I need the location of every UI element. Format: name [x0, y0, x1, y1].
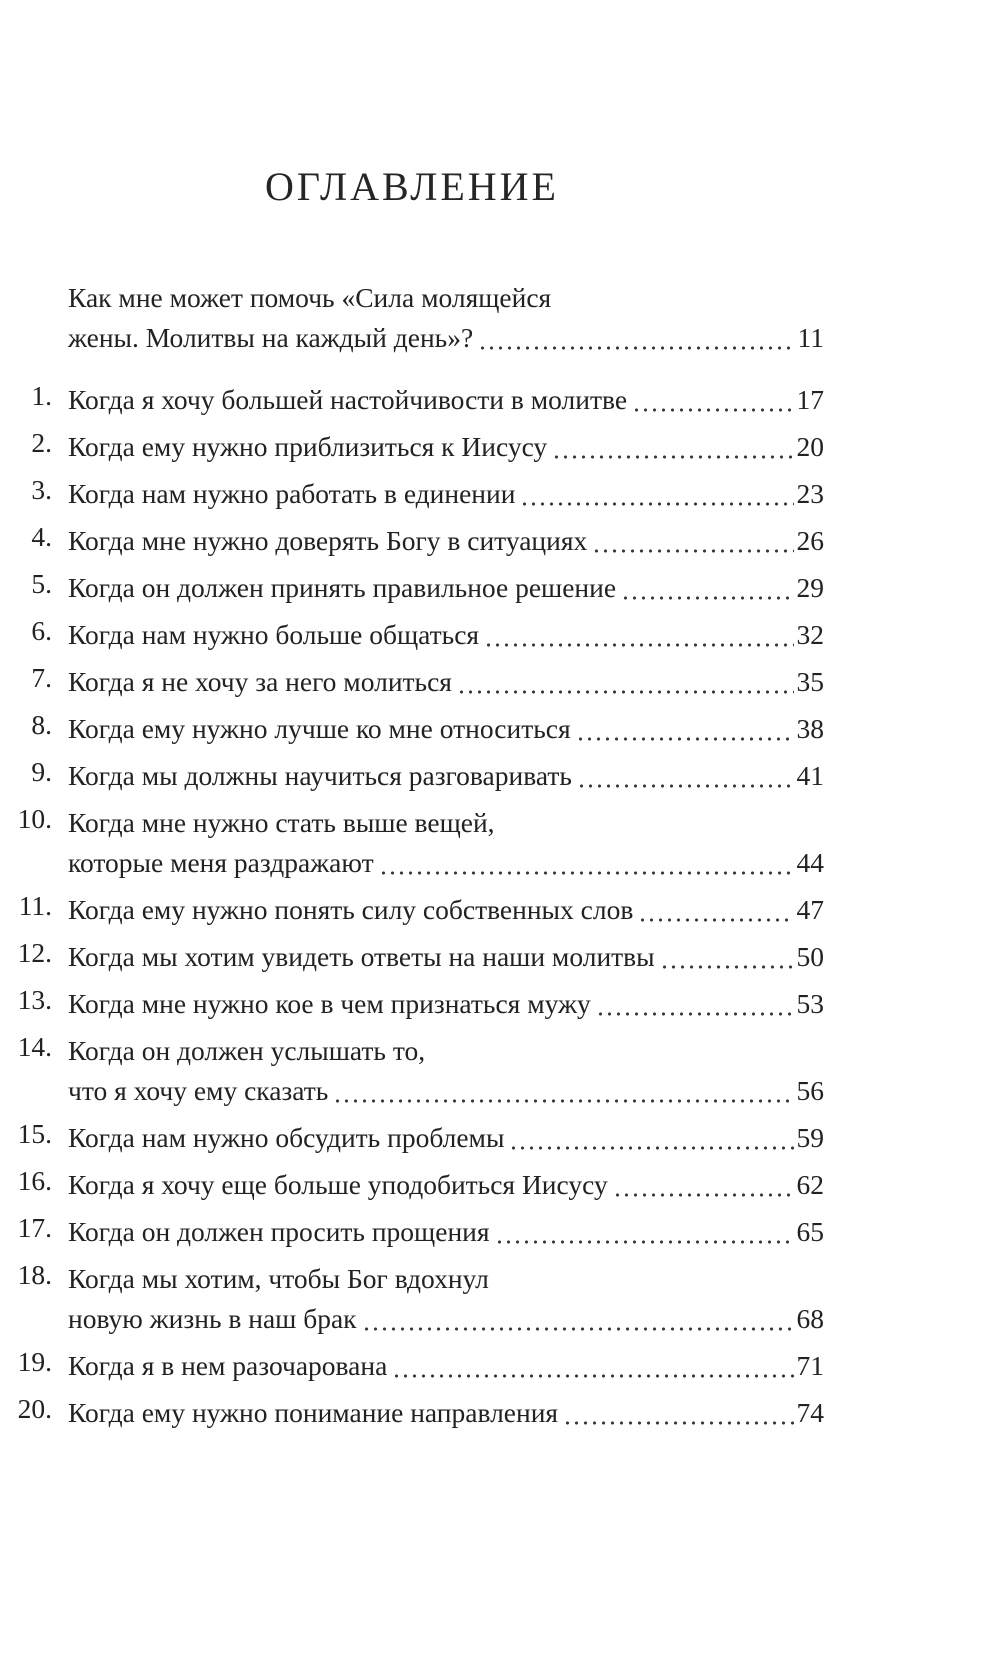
entry-title-text: Когда мы хотим, чтобы Бог вдохнул: [68, 1263, 489, 1294]
entry-line: [68, 1031, 824, 1071]
entry-line: [68, 1393, 824, 1433]
dot-leader: [482, 615, 793, 655]
entry-number: 18.: [17, 1259, 52, 1290]
toc-intro-entry[interactable]: [0, 278, 824, 358]
entry-title-text: Когда я хочу еще больше уподобиться Иисусу: [68, 1169, 608, 1200]
entry-body: [68, 615, 824, 655]
dot-leader: [619, 568, 793, 608]
entry-body: [68, 1031, 824, 1111]
entry-number: 3.: [31, 474, 52, 505]
entry-line: [68, 1346, 824, 1386]
entry-title-text: Как мне может помочь «Сила молящейся: [68, 282, 552, 313]
entry-title-text: Когда он должен услышать то,: [68, 1035, 426, 1066]
page-number: 74: [796, 1397, 824, 1428]
page-number: 20: [796, 431, 824, 462]
entry-body: [68, 1259, 824, 1339]
entry-body: [68, 1393, 824, 1433]
entry-line: [68, 380, 824, 420]
entry-line: [68, 427, 824, 467]
entry-number: 4.: [31, 521, 52, 552]
page-number: 50: [796, 941, 824, 972]
entry-line: [68, 1071, 824, 1111]
entry-body: [68, 984, 824, 1024]
entry-number: 1.: [31, 380, 52, 411]
dot-leader: [550, 427, 793, 467]
toc-entry[interactable]: [0, 1212, 824, 1252]
toc-entry[interactable]: [0, 709, 824, 749]
entry-title-text: Когда мне нужно стать выше вещей,: [68, 807, 495, 838]
dot-leader: [493, 1212, 794, 1252]
entry-number: 12.: [17, 937, 52, 968]
entry-title-text: Когда я не хочу за него молиться: [68, 666, 452, 697]
entry-body: [68, 1165, 824, 1205]
entry-body: [68, 278, 824, 358]
toc-entry[interactable]: [0, 568, 824, 608]
toc-entry[interactable]: [0, 474, 824, 514]
entry-line: [68, 1212, 824, 1252]
page-number: 65: [796, 1216, 824, 1247]
page-number: 44: [796, 847, 824, 878]
toc-entry[interactable]: [0, 1393, 824, 1433]
dot-leader: [455, 662, 794, 702]
entry-number: 16.: [17, 1165, 52, 1196]
entry-line: [68, 937, 824, 977]
dot-leader: [636, 890, 793, 930]
entry-body: [68, 709, 824, 749]
entry-line: [68, 1165, 824, 1205]
toc-entry[interactable]: [0, 427, 824, 467]
page-number: 56: [796, 1075, 824, 1106]
toc-entry[interactable]: [0, 803, 824, 883]
dot-leader: [390, 1346, 793, 1386]
entry-body: [68, 756, 824, 796]
entry-line: [68, 1118, 824, 1158]
entry-title-text: Когда нам нужно обсудить проблемы: [68, 1122, 505, 1153]
entry-line: [68, 278, 824, 318]
entry-line: [68, 615, 824, 655]
entry-number: 15.: [17, 1118, 52, 1149]
page-number: 38: [796, 713, 824, 744]
entry-body: [68, 380, 824, 420]
entry-line: [68, 843, 824, 883]
entry-body: [68, 890, 824, 930]
entry-title-text: Когда нам нужно больше общаться: [68, 619, 480, 650]
toc-entry[interactable]: [0, 1259, 824, 1339]
dot-leader: [507, 1118, 793, 1158]
page-number: 41: [796, 760, 824, 791]
dot-leader: [331, 1071, 793, 1111]
entry-body: [68, 521, 824, 561]
entry-body: [68, 474, 824, 514]
page-number: 68: [796, 1303, 824, 1334]
entry-number: 6.: [31, 615, 52, 646]
entry-line: [68, 1299, 824, 1339]
entry-body: [68, 1346, 824, 1386]
toc-entry[interactable]: [0, 890, 824, 930]
page-number: 32: [796, 619, 824, 650]
entry-line: [68, 1259, 824, 1299]
entry-title-text: новую жизнь в наш брак: [68, 1303, 357, 1334]
entry-number: 9.: [31, 756, 52, 787]
dot-leader: [574, 709, 794, 749]
toc-entry[interactable]: [0, 615, 824, 655]
table-of-contents: [0, 278, 824, 1440]
dot-leader: [377, 843, 794, 883]
entry-line: [68, 803, 824, 843]
entry-number: 11.: [18, 890, 52, 921]
entry-number: 2.: [31, 427, 52, 458]
entry-number: 17.: [17, 1212, 52, 1243]
entry-line: [68, 709, 824, 749]
toc-entry[interactable]: [0, 662, 824, 702]
entry-line: [68, 568, 824, 608]
page-title: ОГЛАВЛЕНИЕ: [265, 164, 559, 209]
entry-title-text: Когда ему нужно понять силу собственных слов: [68, 894, 634, 925]
entry-body: [68, 427, 824, 467]
entry-line: [68, 984, 824, 1024]
entry-title-text: Когда мне нужно кое в чем признаться мужу: [68, 988, 591, 1019]
entry-number: 8.: [31, 709, 52, 740]
page-number: 47: [796, 894, 824, 925]
toc-entry[interactable]: [0, 1118, 824, 1158]
toc-entry[interactable]: [0, 1346, 824, 1386]
entry-number: 14.: [17, 1031, 52, 1062]
entry-title-text: Когда ему нужно понимание направления: [68, 1397, 559, 1428]
toc-entry[interactable]: [0, 521, 824, 561]
entry-number: [0, 278, 52, 358]
entry-line: [68, 890, 824, 930]
entry-title-text: Когда мы хотим увидеть ответы на наши молитвы: [68, 941, 655, 972]
entry-line: [68, 521, 824, 561]
entry-title-text: Когда я хочу большей настойчивости в молитве: [68, 384, 628, 415]
entry-title-text: которые меня раздражают: [68, 847, 374, 878]
page-number: 62: [796, 1169, 824, 1200]
entry-title-text: Когда нам нужно работать в единении: [68, 478, 516, 509]
entry-title-text: Когда я в нем разочарована: [68, 1350, 388, 1381]
entry-title-text: Когда он должен принять правильное решение: [68, 572, 617, 603]
entry-body: [68, 803, 824, 883]
dot-leader: [630, 380, 793, 420]
toc-entry[interactable]: [0, 984, 824, 1024]
page-number: 29: [796, 572, 824, 603]
dot-leader: [611, 1165, 794, 1205]
page-number: 71: [796, 1350, 824, 1381]
entry-title-text: что я хочу ему сказать: [68, 1075, 329, 1106]
entry-line: [68, 474, 824, 514]
page-number: 23: [796, 478, 824, 509]
page-number: 53: [796, 988, 824, 1019]
entry-body: [68, 662, 824, 702]
dot-leader: [561, 1393, 793, 1433]
dot-leader: [590, 521, 793, 561]
page-number: 59: [796, 1122, 824, 1153]
entry-body: [68, 568, 824, 608]
toc-entry[interactable]: [0, 756, 824, 796]
toc-entry[interactable]: [0, 380, 824, 420]
entry-number: 7.: [31, 662, 52, 693]
entry-title-text: Когда ему нужно лучше ко мне относиться: [68, 713, 571, 744]
entry-line: [68, 662, 824, 702]
entry-line: [68, 318, 824, 358]
entry-title-text: Когда мы должны научиться разговаривать: [68, 760, 572, 791]
entry-body: [68, 1118, 824, 1158]
toc-entry[interactable]: [0, 1165, 824, 1205]
toc-entry[interactable]: [0, 1031, 824, 1111]
dot-leader: [575, 756, 794, 796]
entry-body: [68, 937, 824, 977]
toc-entry[interactable]: [0, 937, 824, 977]
page-number: 11: [797, 322, 824, 353]
dot-leader: [594, 984, 794, 1024]
entry-number: 5.: [31, 568, 52, 599]
page-number: 35: [796, 666, 824, 697]
dot-leader: [476, 318, 794, 358]
dot-leader: [360, 1299, 794, 1339]
dot-leader: [658, 937, 794, 977]
entry-title-text: жены. Молитвы на каждый день»?: [68, 322, 474, 353]
entry-number: 19.: [17, 1346, 52, 1377]
page-number: 26: [796, 525, 824, 556]
entry-number: 10.: [17, 803, 52, 834]
entry-title-text: Когда он должен просить прощения: [68, 1216, 490, 1247]
dot-leader: [518, 474, 793, 514]
entry-title-text: Когда мне нужно доверять Богу в ситуациях: [68, 525, 588, 556]
entry-title-text: Когда ему нужно приблизиться к Иисусу: [68, 431, 548, 462]
entry-number: 20.: [17, 1393, 52, 1424]
page-number: 17: [796, 384, 824, 415]
entry-number: 13.: [17, 984, 52, 1015]
entry-body: [68, 1212, 824, 1252]
entry-line: [68, 756, 824, 796]
